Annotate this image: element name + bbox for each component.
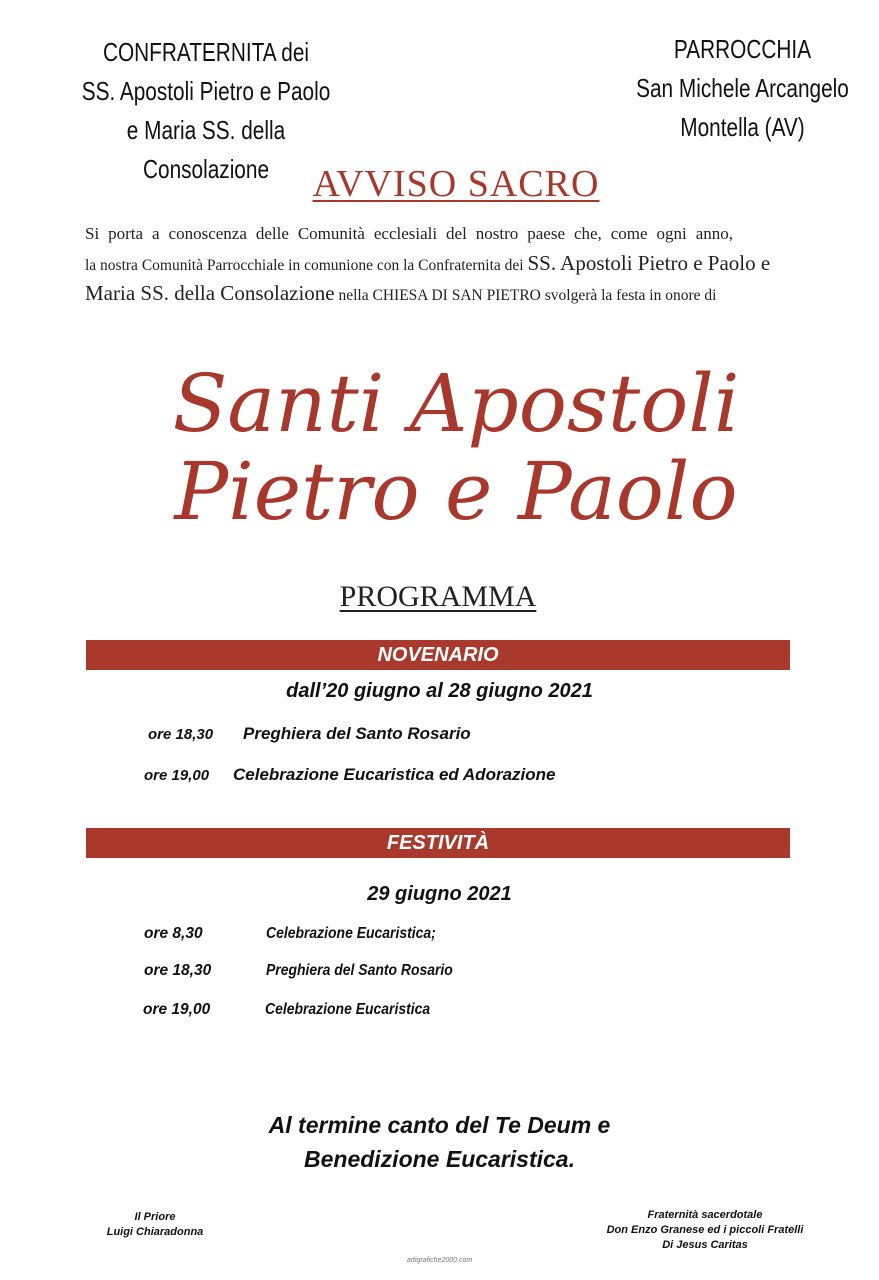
feast-title-line-2: Pietro e Paolo xyxy=(174,445,738,538)
schedule-row xyxy=(144,765,555,785)
schedule-row xyxy=(143,1001,449,1019)
closing-line-1: Al termine canto del Te Deum e xyxy=(268,1112,611,1138)
schedule-time: ore 19,00 xyxy=(144,767,210,784)
signature-priore xyxy=(95,1210,215,1240)
notice-title: AVVISO SACRO xyxy=(312,163,600,205)
header-left-line-3: e Maria SS. della Consolazione xyxy=(126,115,286,184)
header-left-line-1: CONFRATERNITA dei xyxy=(102,37,310,67)
festivita-dates: 29 giugno 2021 xyxy=(367,883,512,905)
schedule-event: Celebrazione Eucaristica; xyxy=(266,925,436,942)
intro-line-3 xyxy=(85,281,733,306)
signature-left-line-1: Il Priore xyxy=(134,1211,176,1223)
header-right-line-3: Montella (AV) xyxy=(680,112,805,142)
intro-line-2-text: la nostra Comunità Parrocchiale in comunione con la Confraternita dei xyxy=(85,257,528,274)
closing-note xyxy=(0,1108,879,1176)
program-heading: PROGRAMMA xyxy=(339,580,537,613)
intro-line-2 xyxy=(85,251,771,276)
intro-maria-name: Maria SS. della Consolazione xyxy=(85,281,335,305)
signature-right-line-2: Don Enzo Granese ed i piccoli Fratelli xyxy=(606,1224,804,1236)
schedule-row xyxy=(148,724,471,744)
schedule-event: Celebrazione Eucaristica xyxy=(265,1001,431,1018)
feast-title xyxy=(0,357,879,538)
schedule-event: Preghiera del Santo Rosario xyxy=(266,962,453,979)
closing-line-2: Benedizione Eucaristica. xyxy=(304,1146,575,1172)
printer-credit: artigrafiche2000.com xyxy=(406,1257,473,1264)
header-left-line-2: SS. Apostoli Pietro e Paolo xyxy=(81,76,331,106)
intro-line-3-text: nella CHIESA DI SAN PIETRO svolgerà la festa in onore di xyxy=(334,287,717,304)
signature-right-line-3: Di Jesus Caritas xyxy=(662,1239,748,1251)
schedule-row xyxy=(144,925,455,943)
schedule-time: ore 18,30 xyxy=(144,962,212,979)
schedule-event: Preghiera del Santo Rosario xyxy=(243,724,471,743)
novenario-dates: dall’20 giugno al 28 giugno 2021 xyxy=(286,680,593,702)
signature-right-line-1: Fraternità sacerdotale xyxy=(647,1209,763,1221)
schedule-event: Celebrazione Eucaristica ed Adorazione xyxy=(233,765,556,784)
parrocchia-header xyxy=(629,30,857,147)
schedule-row xyxy=(144,962,474,980)
signature-fraternita xyxy=(580,1208,830,1253)
schedule-time: ore 19,00 xyxy=(143,1001,211,1018)
schedule-time: ore 8,30 xyxy=(144,925,203,942)
novenario-band: NOVENARIO xyxy=(86,640,790,670)
header-right-line-1: PARROCCHIA xyxy=(673,34,812,64)
feast-title-line-1: Santi Apostoli xyxy=(172,357,740,450)
schedule-time: ore 18,30 xyxy=(148,726,214,743)
intro-line-1: Si porta a conoscenza delle Comunità ecclesiali del nostro paese che, come ogni anno, xyxy=(85,224,733,243)
festivita-band: FESTIVITÀ xyxy=(86,828,790,858)
header-right-line-2: San Michele Arcangelo xyxy=(636,73,849,103)
signature-left-line-2: Luigi Chiaradonna xyxy=(106,1226,204,1238)
intro-confraternita-name: SS. Apostoli Pietro e Paolo e xyxy=(527,251,771,275)
